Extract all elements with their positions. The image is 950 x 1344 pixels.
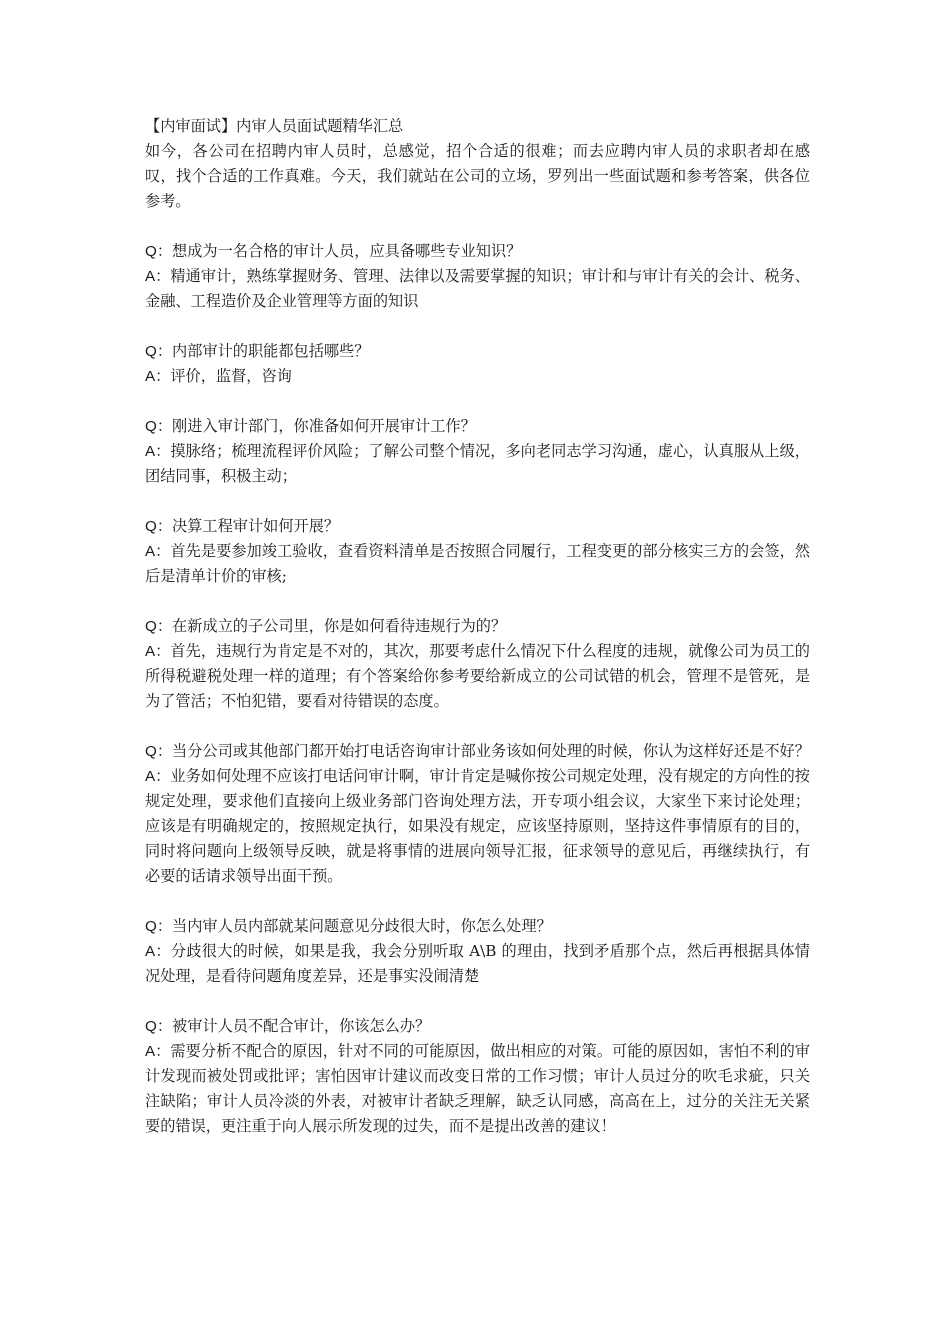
answer-prefix: A：	[145, 443, 171, 460]
document-title: 【内审面试】内审人员面试题精华汇总	[145, 117, 404, 135]
intro-paragraph: 如今，各公司在招聘内审人员时，总感觉，招个合适的很难；而去应聘内审人员的求职者却在感叹，找个合适的工作真难。今天，我们就站在公司的立场，罗列出一些面试题和参考答案，供各位参考。	[145, 142, 810, 210]
qa-block-6	[145, 739, 810, 889]
question-prefix: Q：	[145, 343, 173, 360]
answer-text: 首先，违规行为肯定是不对的，其次，那要考虑什么情况下什么程度的违规，就像公司为员工的所得税避税处理一样的道理；有个答案给你参考要给新成立的公司试错的机会，管理不是管死，是为了管活；不怕犯错，要看对待错误的态度。	[145, 642, 810, 710]
answer-prefix: A：	[145, 368, 171, 385]
question	[145, 414, 810, 439]
answer	[145, 639, 810, 714]
answer-prefix: A：	[145, 768, 171, 785]
question-text: 内部审计的职能都包括哪些？	[172, 342, 370, 360]
answer	[145, 439, 810, 489]
question	[145, 239, 810, 264]
question	[145, 1014, 810, 1039]
answer-prefix: A：	[145, 268, 171, 285]
question	[145, 514, 810, 539]
question-prefix: Q：	[145, 418, 173, 435]
answer-text: 评价，监督，咨询	[170, 367, 292, 385]
answer-prefix: A：	[145, 943, 171, 960]
question-text: 想成为一名合格的审计人员，应具备哪些专业知识？	[172, 242, 522, 260]
qa-block-3	[145, 414, 810, 489]
answer	[145, 539, 810, 589]
qa-block-5	[145, 614, 810, 714]
question	[145, 739, 810, 764]
question-text: 当分公司或其他部门都开始打电话咨询审计部业务该如何处理的时候，你认为这样好还是不好？	[172, 742, 810, 760]
answer-prefix: A：	[145, 1043, 171, 1060]
answer	[145, 264, 810, 314]
answer	[145, 764, 810, 889]
qa-block-7	[145, 914, 810, 989]
question-prefix: Q：	[145, 618, 173, 635]
answer-text: 分歧很大的时候，如果是我，我会分别听取 A\B 的理由，找到矛盾那个点，然后再根据具体情况处理，是看待问题角度差异，还是事实没闹清楚	[145, 942, 810, 985]
question-text: 刚进入审计部门，你准备如何开展审计工作？	[172, 417, 476, 435]
question-text: 在新成立的子公司里，你是如何看待违规行为的？	[172, 617, 507, 635]
question-prefix: Q：	[145, 918, 173, 935]
qa-block-2	[145, 339, 810, 389]
document-page	[145, 114, 810, 1139]
question-prefix: Q：	[145, 743, 173, 760]
question-text: 当内审人员内部就某问题意见分歧很大时，你怎么处理？	[172, 917, 552, 935]
answer	[145, 1039, 810, 1139]
question-text: 被审计人员不配合审计，你该怎么办？	[172, 1017, 431, 1035]
qa-block-4	[145, 514, 810, 589]
question	[145, 914, 810, 939]
answer	[145, 939, 810, 989]
question-prefix: Q：	[145, 1018, 173, 1035]
answer-text: 首先是要参加竣工验收，查看资料清单是否按照合同履行，工程变更的部分核实三方的会签，然后是清单计价的审核;	[145, 542, 810, 585]
answer-prefix: A：	[145, 643, 171, 660]
answer-text: 精通审计，熟练掌握财务、管理、法律以及需要掌握的知识；审计和与审计有关的会计、税务、金融、工程造价及企业管理等方面的知识	[145, 267, 810, 310]
question-prefix: Q：	[145, 518, 173, 535]
qa-block-1	[145, 239, 810, 314]
question-text: 决算工程审计如何开展？	[172, 517, 340, 535]
question	[145, 339, 810, 364]
answer-text: 摸脉络；梳理流程评价风险；了解公司整个情况，多向老同志学习沟通，虚心，认真服从上级，团结同事，积极主动；	[145, 442, 810, 485]
answer-text: 业务如何处理不应该打电话问审计啊，审计肯定是喊你按公司规定处理，没有规定的方向性的按规定处理，要求他们直接向上级业务部门咨询处理方法，开专项小组会议，大家坐下来讨论处理；应该是有明确规定的，按照规定执行，如果没有规定，应该坚持原则，坚持这件事情原有的目的，同时将问题向上级领导反映，就是将事情的进展向领导汇报，征求领导的意见后，再继续执行，有必要的话请求领导出面干预。	[145, 767, 810, 885]
question-prefix: Q：	[145, 243, 173, 260]
qa-block-8	[145, 1014, 810, 1139]
answer	[145, 364, 810, 389]
answer-prefix: A：	[145, 543, 171, 560]
answer-text: 需要分析不配合的原因，针对不同的可能原因，做出相应的对策。可能的原因如，害怕不利的审计发现而被处罚或批评；害怕因审计建议而改变日常的工作习惯；审计人员过分的吹毛求疵，只关注缺陷；审计人员冷淡的外表，对被审计者缺乏理解，缺乏认同感，高高在上，过分的关注无关紧要的错误，更注重于向人展示所发现的过失，而不是提出改善的建议！	[145, 1042, 810, 1135]
question	[145, 614, 810, 639]
